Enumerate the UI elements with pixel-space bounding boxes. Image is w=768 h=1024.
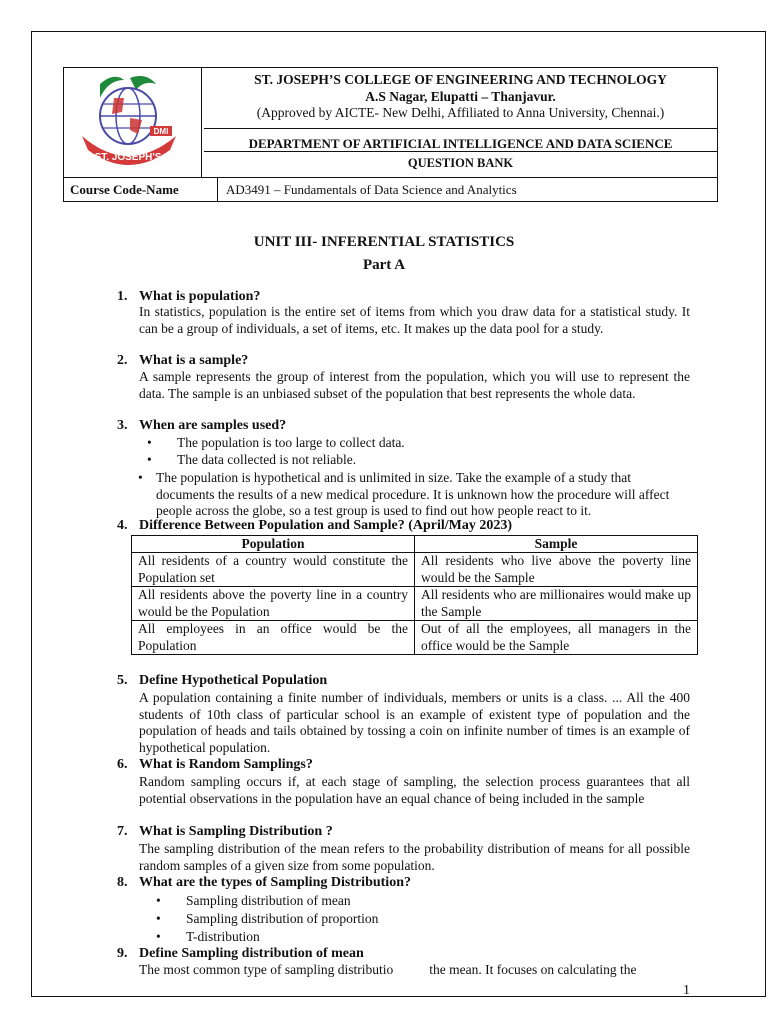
college-header [63, 67, 718, 178]
answer-7: The sampling distribution of the mean refers to the probability distribution of means for all possible random samples of a given size from some population. [139, 841, 690, 873]
question-5: 5. Define Hypothetical Population [117, 673, 328, 688]
part-title: Part A [362, 257, 406, 273]
question-2: 2. What is a sample? [117, 353, 249, 368]
document-type: QUESTION BANK [407, 156, 514, 170]
question-8: 8. What are the types of Sampling Distribution? [117, 875, 411, 890]
question-9: 9. Define Sampling distribution of mean [117, 946, 364, 961]
question-7: 7. What is Sampling Distribution ? [117, 824, 333, 839]
divider [204, 151, 717, 152]
list-item: • T-distribution [156, 929, 260, 944]
list-item: • The data collected is not reliable. [147, 452, 357, 467]
table-header: Sample [415, 536, 698, 553]
answer-2: A sample represents the group of interest from the population, which you will use to represent the data. The sample is an unbiased subset of the population that best represents the whole data. [139, 369, 690, 401]
list-item: • Sampling distribution of mean [156, 893, 351, 908]
table-row: All residents above the poverty line in a country would be the Population All residents who are millionaires would make up the Sample [132, 587, 698, 621]
list-item: • The population is too large to collect data. [147, 435, 405, 450]
question-1: 1. What is population? [117, 289, 261, 304]
college-logo [64, 68, 202, 177]
question-4: 4. Difference Between Population and Sample? (April/May 2023) [117, 518, 513, 533]
college-info [204, 72, 717, 122]
college-approval: (Approved by AICTE- New Delhi, Affiliated to Anna University, Chennai.) [256, 105, 665, 120]
list-item: • The population is hypothetical and is unlimited in size. Take the example of a study that documents the results of a new medical procedure. It is unknown how the procedure will affect people across the globe, so a test group is used to find out how people react to it. [138, 470, 670, 518]
question-3: 3. When are samples used? [117, 418, 287, 433]
college-address: A.S Nagar, Elupatti – Thanjavur. [365, 88, 556, 104]
answer-5: A population containing a finite number of individuals, members or units is a class. ... All the 400 students of 10th class of particular school is an example of existent type of population and the population of heads and tails obtained by tossing a coin on infinite number of times is an example of hypothetical population. [139, 690, 690, 755]
course-row [63, 178, 718, 202]
table-row: All employees in an office would be the Population Out of all the employees, all managers in the office would be the Sample [132, 621, 698, 655]
answer-6: Random sampling occurs if, at each stage of sampling, the selection process guarantees that all potential observations in the population have an equal chance of being included in the sample [139, 774, 690, 806]
answer-1: In statistics, population is the entire set of items from which you draw data for a statistical study. It can be a group of individuals, a set of items, etc. It makes up the data pool for a study. [139, 304, 690, 336]
unit-title: UNIT III- INFERENTIAL STATISTICS [253, 234, 515, 250]
globe-emblem-icon [64, 68, 200, 176]
population-sample-table [131, 535, 698, 655]
course-label: Course Code-Name [70, 182, 179, 197]
college-name: ST. JOSEPH’S COLLEGE OF ENGINEERING AND TECHNOLOGY [254, 72, 667, 87]
department-name: DEPARTMENT OF ARTIFICIAL INTELLIGENCE AND DATA SCIENCE [248, 136, 673, 151]
table-row: All residents of a country would constitute the Population set All residents who live above the poverty line would be the Sample [132, 553, 698, 587]
course-value: AD3491 – Fundamentals of Data Science and Analytics [226, 182, 517, 197]
divider [204, 128, 717, 129]
answer-9: The most common type of sampling distributio the mean. It focuses on calculating the [139, 962, 637, 977]
svg-text:DMI: DMI [153, 127, 169, 136]
table-header: Population [132, 536, 415, 553]
list-item: • Sampling distribution of proportion [156, 911, 379, 926]
page-number: 1 [683, 983, 690, 998]
svg-text:ST. JOSEPH'S: ST. JOSEPH'S [94, 152, 162, 163]
question-6: 6. What is Random Samplings? [117, 757, 313, 772]
